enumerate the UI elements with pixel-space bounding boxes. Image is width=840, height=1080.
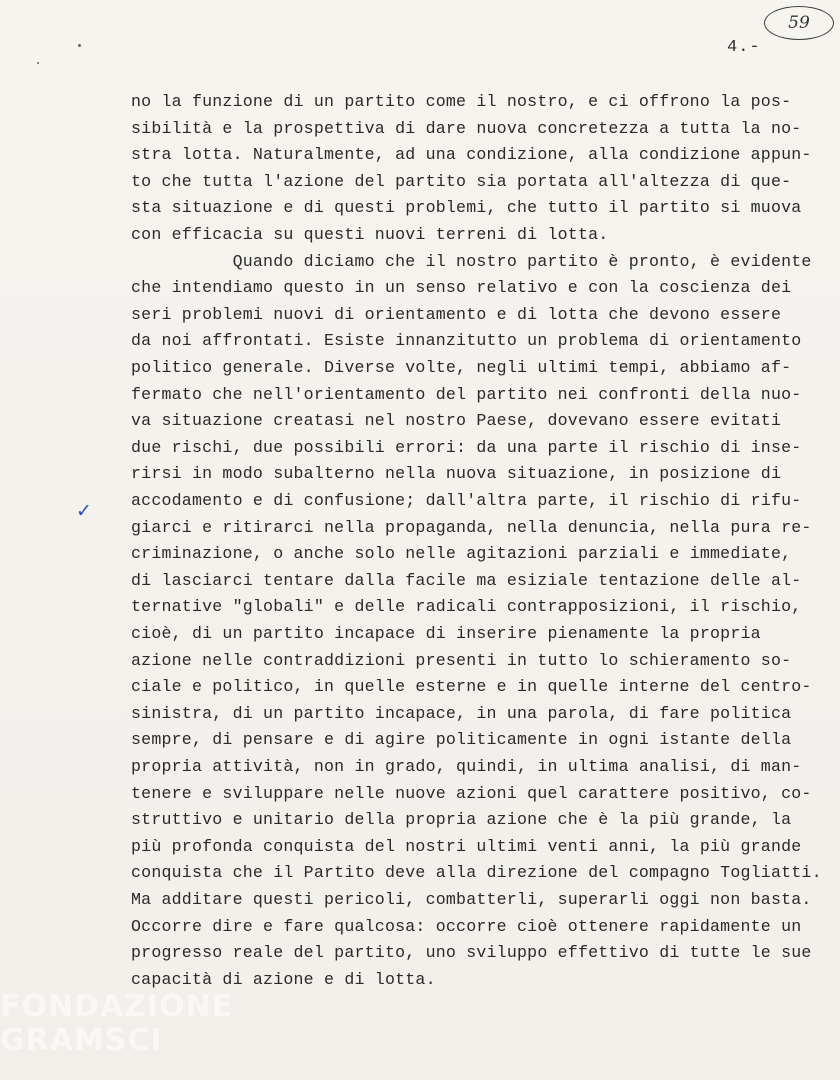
text-line: to che tutta l'azione del partito sia portata all'altezza di que- <box>131 171 792 191</box>
text-line: ternative "globali" e delle radicali contrapposizioni, il rischio, <box>131 597 802 617</box>
text-line: propria attività, non in grado, quindi, in ultima analisi, di man- <box>131 757 802 776</box>
text-line: capacità di azione e di lotta. <box>131 969 436 989</box>
text-line: Quando diciamo che il nostro partito è pronto, è evidente <box>131 251 812 271</box>
text-line: sempre, di pensare e di agire politicamente in ogni istante della <box>131 730 792 750</box>
text-line: ciale e politico, in quelle esterne e in quelle interne del centro- <box>131 677 812 697</box>
text-line: Occorre dire e fare qualcosa: occorre cioè ottenere rapidamente un <box>131 916 802 936</box>
text-line: struttivo e unitario della propria azione che è la più grande, la <box>131 810 792 830</box>
text-line: che intendiamo questo in un senso relativo e con la coscienza dei <box>131 278 792 298</box>
text-line: rirsi in modo subalterno nella nuova situazione, in posizione di <box>131 464 782 484</box>
text-line: fermato che nell'orientamento del partito nei confronti della nuo- <box>131 384 802 404</box>
text-line: accodamento e di confusione; dall'altra parte, il rischio di rifu- <box>131 491 802 510</box>
text-line: azione nelle contraddizioni presenti in tutto lo schieramento so- <box>131 650 792 670</box>
paper-speck <box>37 62 39 64</box>
text-line: politico generale. Diverse volte, negli ultimi tempi, abbiamo af- <box>131 358 792 377</box>
watermark-line: FONDAZIONE <box>0 989 234 1024</box>
text-line: sinistra, di un partito incapace, in una parola, di fare politica <box>131 703 792 723</box>
text-line: cioè, di un partito incapace di inserire pienamente la propria <box>131 624 761 643</box>
text-line: va situazione creatasi nel nostro Paese, dovevano essere evitati <box>131 411 782 431</box>
text-line: sta situazione e di questi problemi, che tutto il partito si muova <box>131 198 802 218</box>
text-line: giarci e ritirarci nella propaganda, nella denuncia, nella pura re- <box>131 517 812 537</box>
text-line: conquista che il Partito deve alla direzione del compagno Togliatti. <box>131 863 822 883</box>
watermark <box>0 989 234 1080</box>
watermark-line: GRAMSCI <box>0 1023 163 1058</box>
text-line: progresso reale del partito, uno sviluppo effettivo di tutte le sue <box>131 943 812 963</box>
circled-archive-number: 59 <box>764 6 834 40</box>
text-line: Ma additare questi pericoli, combatterli, superarli oggi non basta. <box>131 890 812 909</box>
text-line: seri problemi nuovi di orientamento e di lotta che devono essere <box>131 304 782 324</box>
text-line: con efficacia su questi nuovi terreni di lotta. <box>131 225 609 244</box>
text-line: tenere e sviluppare nelle nuove azioni quel carattere positivo, co- <box>131 783 812 803</box>
page-number: 4.- <box>727 38 761 57</box>
check-mark-icon: ✓ <box>76 500 92 522</box>
text-line: criminazione, o anche solo nelle agitazioni parziali e immediate, <box>131 544 792 564</box>
text-line: sibilità e la prospettiva di dare nuova concretezza a tutta la no- <box>131 118 802 138</box>
text-line: più profonda conquista del nostri ultimi venti anni, la più grande <box>131 836 802 856</box>
text-line: di lasciarci tentare dalla facile ma esiziale tentazione delle al- <box>131 570 802 590</box>
paper-speck <box>78 44 81 47</box>
text-line: no la funzione di un partito come il nostro, e ci offrono la pos- <box>131 92 792 111</box>
text-line: due rischi, due possibili errori: da una parte il rischio di inse- <box>131 437 802 457</box>
text-line: stra lotta. Naturalmente, ad una condizione, alla condizione appun- <box>131 145 812 165</box>
text-line: da noi affrontati. Esiste innanzitutto un problema di orientamento <box>131 331 802 351</box>
